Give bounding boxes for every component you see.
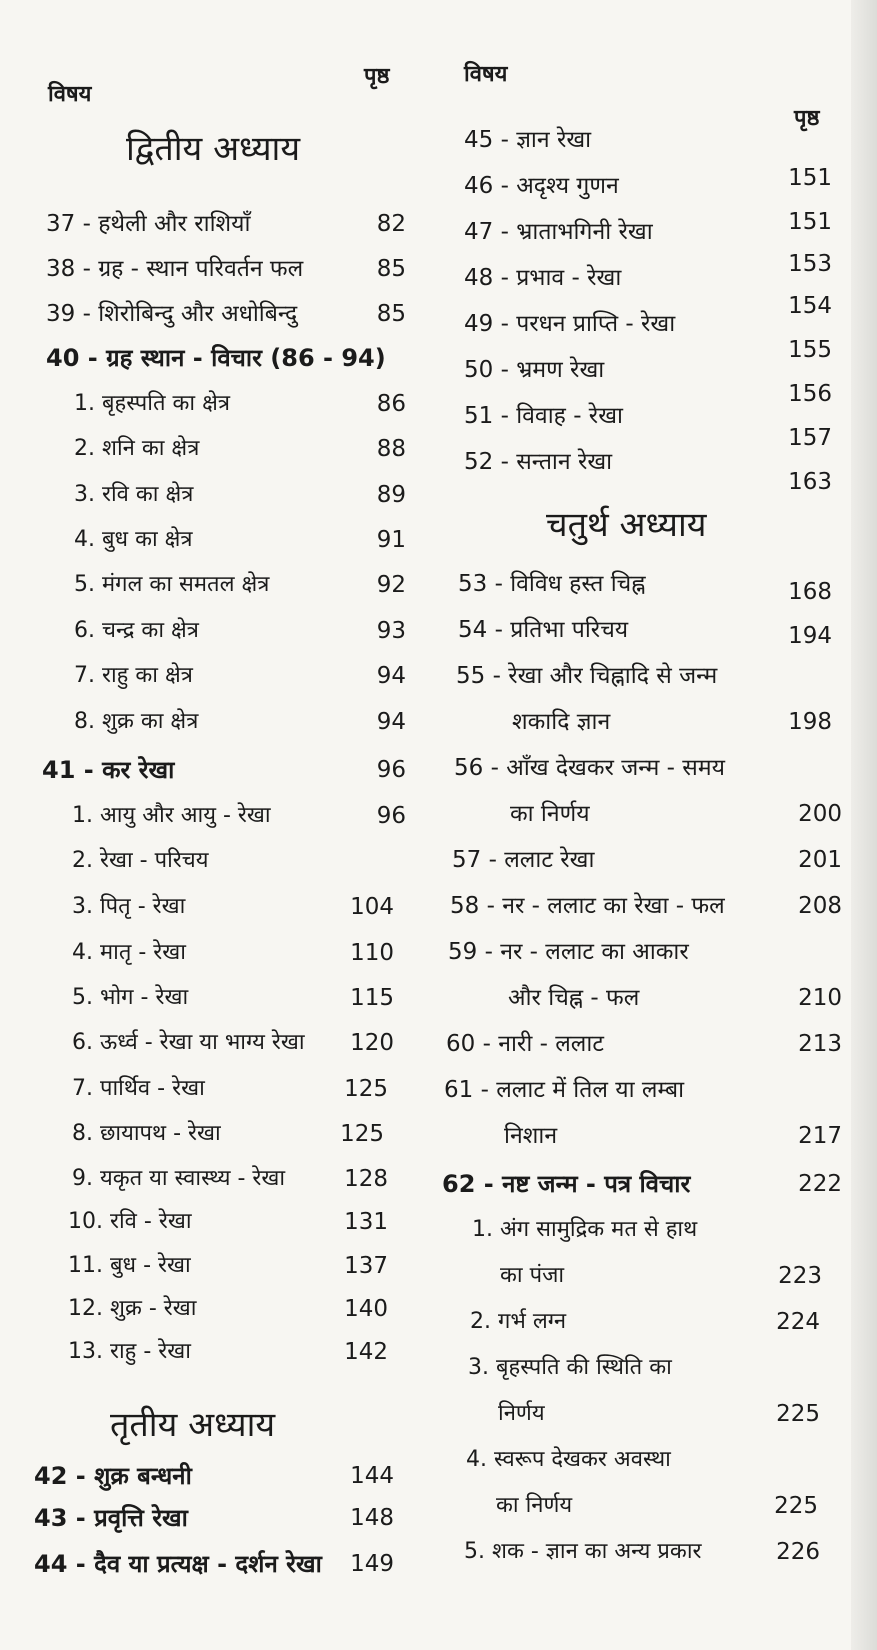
- entry-title: 59 - नर - ललाट का आकार: [448, 939, 689, 965]
- entry-page: 200: [798, 801, 842, 827]
- entry-page: 96: [376, 757, 406, 783]
- entry-title: 42 - शुक्र बन्धनी: [34, 1462, 192, 1490]
- entry-title: 44 - दैव या प्रत्यक्ष - दर्शन रेखा: [34, 1550, 322, 1578]
- entry-page: 96: [376, 803, 406, 829]
- entry-page: 194: [788, 623, 832, 649]
- entry-title: 7. राहु का क्षेत्र: [74, 663, 193, 688]
- entry-title: 9. यकृत या स्वास्थ्य - रेखा: [72, 1166, 286, 1191]
- entry-page: 151: [788, 209, 832, 235]
- page-edge: [851, 0, 877, 1650]
- entry-title: 8. छायापथ - रेखा: [72, 1121, 221, 1146]
- entry-title: निर्णय: [498, 1401, 545, 1426]
- entry-page: 154: [788, 293, 832, 319]
- entry-page: 163: [788, 469, 832, 495]
- entry-title: 12. शुक्र - रेखा: [68, 1296, 197, 1321]
- entry-title: 56 - आँख देखकर जन्म - समय: [454, 755, 725, 781]
- entry-title: 8. शुक्र का क्षेत्र: [74, 709, 199, 734]
- entry-page: 110: [350, 940, 394, 966]
- entry-page: 198: [788, 709, 832, 735]
- entry-title: 57 - ललाट रेखा: [452, 847, 595, 873]
- entry-page: 213: [798, 1031, 842, 1057]
- entry-page: 92: [376, 572, 406, 598]
- entry-title: 4. मातृ - रेखा: [72, 940, 186, 965]
- entry-page: 226: [776, 1539, 820, 1565]
- entry-title: 61 - ललाट में तिल या लम्बा: [444, 1077, 685, 1103]
- entry-title: 7. पार्थिव - रेखा: [72, 1076, 205, 1101]
- entry-title: 49 - परधन प्राप्ति - रेखा: [464, 311, 676, 337]
- entry-title: 39 - शिरोबिन्दु और अधोबिन्दु: [46, 301, 298, 327]
- entry-page: 151: [788, 165, 832, 191]
- entry-title: 3. बृहस्पति की स्थिति का: [468, 1355, 672, 1380]
- right-page-header: पृष्ठ: [794, 106, 820, 131]
- left-page-header: पृष्ठ: [364, 64, 390, 89]
- entry-page: 153: [788, 251, 832, 277]
- entry-page: 210: [798, 985, 842, 1011]
- entry-page: 142: [344, 1339, 388, 1365]
- entry-title: 45 - ज्ञान रेखा: [464, 127, 592, 153]
- entry-title: 47 - भ्राताभगिनी रेखा: [464, 219, 653, 245]
- entry-title: 40 - ग्रह स्थान - विचार (86 - 94): [46, 344, 386, 372]
- entry-title: 2. शनि का क्षेत्र: [74, 436, 200, 461]
- entry-page: 94: [376, 663, 406, 689]
- entry-title: और चिह्न - फल: [508, 985, 640, 1011]
- entry-title: 5. मंगल का समतल क्षेत्र: [74, 572, 270, 597]
- entry-title: 38 - ग्रह - स्थान परिवर्तन फल: [46, 256, 304, 282]
- entry-page: 104: [350, 894, 394, 920]
- entry-page: 168: [788, 579, 832, 605]
- entry-title: 46 - अदृश्य गुणन: [464, 173, 619, 199]
- entry-page: 208: [798, 893, 842, 919]
- entry-page: 125: [340, 1121, 384, 1147]
- entry-page: 91: [376, 527, 406, 553]
- entry-title: 58 - नर - ललाट का रेखा - फल: [450, 893, 725, 919]
- entry-page: 94: [376, 709, 406, 735]
- entry-page: 125: [344, 1076, 388, 1102]
- entry-page: 225: [776, 1401, 820, 1427]
- entry-page: 224: [776, 1309, 820, 1335]
- entry-title: 6. ऊर्ध्व - रेखा या भाग्य रेखा: [72, 1030, 305, 1055]
- entry-page: 149: [350, 1551, 394, 1577]
- entry-page: 85: [376, 256, 406, 282]
- entry-title: 51 - विवाह - रेखा: [464, 403, 623, 429]
- entry-page: 88: [376, 436, 406, 462]
- entry-title: 4. स्वरूप देखकर अवस्था: [466, 1447, 671, 1472]
- left-subject-header: विषय: [48, 82, 92, 107]
- entry-page: 222: [798, 1171, 842, 1197]
- entry-title: 3. रवि का क्षेत्र: [74, 482, 194, 507]
- entry-page: 86: [376, 391, 406, 417]
- entry-page: 115: [350, 985, 394, 1011]
- entry-title: का पंजा: [500, 1263, 565, 1288]
- entry-title: 2. रेखा - परिचय: [72, 848, 209, 873]
- entry-title: 11. बुध - रेखा: [68, 1253, 191, 1278]
- entry-page: 140: [344, 1296, 388, 1322]
- entry-page: 223: [778, 1263, 822, 1289]
- entry-title: 4. बुध का क्षेत्र: [74, 527, 193, 552]
- entry-page: 155: [788, 337, 832, 363]
- right-subject-header: विषय: [464, 62, 508, 87]
- entry-title: 60 - नारी - ललाट: [446, 1031, 604, 1057]
- entry-page: 131: [344, 1209, 388, 1235]
- entry-page: 225: [774, 1493, 818, 1519]
- entry-title: 5. शक - ज्ञान का अन्य प्रकार: [464, 1539, 702, 1564]
- entry-title: 55 - रेखा और चिह्नादि से जन्म: [456, 663, 718, 689]
- entry-title: शकादि ज्ञान: [512, 709, 611, 735]
- chapter-heading-second: द्वितीय अध्याय: [126, 129, 301, 169]
- entry-page: 217: [798, 1123, 842, 1149]
- entry-title: 1. बृहस्पति का क्षेत्र: [74, 391, 231, 416]
- entry-title: निशान: [504, 1123, 558, 1149]
- entry-page: 144: [350, 1463, 394, 1489]
- entry-page: 89: [376, 482, 406, 508]
- entry-title: 41 - कर रेखा: [42, 756, 175, 784]
- chapter-heading-third: तृतीय अध्याय: [110, 1405, 276, 1445]
- entry-title: 1. अंग सामुद्रिक मत से हाथ: [472, 1217, 698, 1242]
- entry-page: 201: [798, 847, 842, 873]
- entry-title: 6. चन्द्र का क्षेत्र: [74, 618, 199, 643]
- entry-title: 43 - प्रवृत्ति रेखा: [34, 1504, 188, 1532]
- entry-title: का निर्णय: [496, 1493, 573, 1518]
- entry-title: 10. रवि - रेखा: [68, 1209, 192, 1234]
- entry-page: 85: [376, 301, 406, 327]
- entry-page: 82: [376, 211, 406, 237]
- entry-title: 62 - नष्ट जन्म - पत्र विचार: [442, 1170, 691, 1198]
- entry-title: 52 - सन्तान रेखा: [464, 449, 613, 475]
- entry-page: 148: [350, 1505, 394, 1531]
- entry-page: 120: [350, 1030, 394, 1056]
- entry-title: 50 - भ्रमण रेखा: [464, 357, 605, 383]
- entry-page: 93: [376, 618, 406, 644]
- entry-title: का निर्णय: [510, 801, 590, 827]
- entry-title: 2. गर्भ लग्न: [470, 1309, 567, 1334]
- chapter-heading-fourth: चतुर्थ अध्याय: [546, 505, 707, 545]
- entry-title: 3. पितृ - रेखा: [72, 894, 186, 919]
- entry-title: 53 - विविध हस्त चिह्न: [458, 571, 646, 597]
- entry-title: 5. भोग - रेखा: [72, 985, 189, 1010]
- entry-title: 37 - हथेली और राशियाँ: [46, 211, 251, 237]
- entry-title: 1. आयु और आयु - रेखा: [72, 803, 271, 828]
- entry-title: 13. राहु - रेखा: [68, 1339, 191, 1364]
- entry-page: 128: [344, 1166, 388, 1192]
- entry-page: 156: [788, 381, 832, 407]
- entry-page: 157: [788, 425, 832, 451]
- entry-title: 54 - प्रतिभा परिचय: [458, 617, 629, 643]
- entry-title: 48 - प्रभाव - रेखा: [464, 265, 622, 291]
- entry-page: 137: [344, 1253, 388, 1279]
